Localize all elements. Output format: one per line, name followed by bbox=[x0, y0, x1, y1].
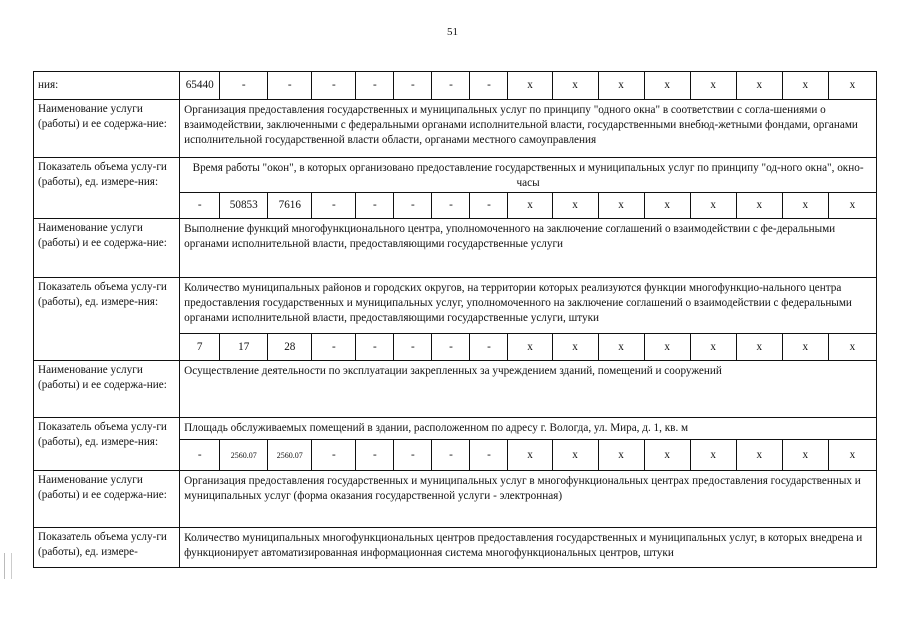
value-cell: - bbox=[470, 193, 508, 219]
row-label: Наименование услуги (работы) и ее содержа-ние: bbox=[34, 361, 180, 418]
value-cell: x bbox=[736, 334, 782, 361]
value-cell: x bbox=[828, 72, 876, 100]
value-cell: - bbox=[220, 72, 268, 100]
value-cell: - bbox=[312, 72, 356, 100]
value-cell: - bbox=[180, 440, 220, 471]
value-cell: - bbox=[432, 72, 470, 100]
value-cell: x bbox=[508, 440, 552, 471]
value-cell: - bbox=[394, 72, 432, 100]
value-cell: - bbox=[312, 440, 356, 471]
value-cell: 2560.07 bbox=[220, 440, 268, 471]
value-cell: 65440 bbox=[180, 72, 220, 100]
row-label: Наименование услуги (работы) и ее содержа-ние: bbox=[34, 219, 180, 278]
indicator-description: Площадь обслуживаемых помещений в здании, расположенном по адресу г. Вологда, ул. Мира, д. 1, кв. м bbox=[180, 418, 877, 440]
value-cell: 7 bbox=[180, 334, 220, 361]
value-cell: - bbox=[356, 334, 394, 361]
value-cell: x bbox=[736, 440, 782, 471]
value-cell: x bbox=[598, 72, 644, 100]
value-cell: - bbox=[394, 193, 432, 219]
value-cell: - bbox=[268, 72, 312, 100]
value-cell: - bbox=[356, 72, 394, 100]
value-cell: 28 bbox=[268, 334, 312, 361]
row-label: Показатель объема услу-ги (работы), ед. измере-ния: bbox=[34, 418, 180, 471]
value-cell: x bbox=[782, 193, 828, 219]
value-cell: x bbox=[644, 72, 690, 100]
value-cell: - bbox=[470, 72, 508, 100]
value-cell: x bbox=[782, 440, 828, 471]
value-cell: 17 bbox=[220, 334, 268, 361]
value-cell: x bbox=[552, 440, 598, 471]
row-label: Показатель объема услу-ги (работы), ед. измере-ния: bbox=[34, 158, 180, 219]
service-description: Организация предоставления государственных и муниципальных услуг в многофункциональных центрах предоставления государственных и муниципальных услуг (форма оказания государственной услуги - электронная) bbox=[180, 471, 877, 528]
table-row bbox=[34, 418, 877, 440]
value-cell: x bbox=[782, 334, 828, 361]
value-cell: x bbox=[690, 334, 736, 361]
service-description: Осуществление деятельности по эксплуатации закрепленных за учреждением зданий, помещений и сооружений bbox=[180, 361, 877, 418]
value-cell: 50853 bbox=[220, 193, 268, 219]
service-description: Выполнение функций многофункционального центра, уполномоченного на заключение соглашений о взаимодействии с фе-деральными органами исполнительной власти, предоставляющими государственные услуги bbox=[180, 219, 877, 278]
table-row bbox=[34, 471, 877, 528]
value-cell: x bbox=[598, 193, 644, 219]
value-cell: 2560.07 bbox=[268, 440, 312, 471]
table-row bbox=[34, 278, 877, 334]
value-cell: - bbox=[356, 440, 394, 471]
table-row bbox=[34, 361, 877, 418]
value-cell: x bbox=[508, 193, 552, 219]
value-cell: 7616 bbox=[268, 193, 312, 219]
row-label: Наименование услуги (работы) и ее содержа-ние: bbox=[34, 471, 180, 528]
value-cell: x bbox=[782, 72, 828, 100]
indicator-description: Количество муниципальных районов и городских округов, на территории которых реализуются функции многофункцио-нального центра предоставления государственных и муниципальных услуг, уполномоченного на заключение соглашений о взаимодействии с федеральными органами исполнительной власти, предоставляющими государственные услуги, штуки bbox=[180, 278, 877, 334]
value-cell: x bbox=[508, 72, 552, 100]
services-table bbox=[33, 71, 877, 568]
row-label: ния: bbox=[34, 72, 180, 100]
value-cell: x bbox=[828, 334, 876, 361]
value-cell: - bbox=[356, 193, 394, 219]
value-cell: - bbox=[312, 193, 356, 219]
value-cell: - bbox=[394, 334, 432, 361]
value-cell: x bbox=[644, 193, 690, 219]
table-row bbox=[34, 219, 877, 278]
value-cell: x bbox=[736, 72, 782, 100]
value-cell: x bbox=[828, 193, 876, 219]
value-cell: - bbox=[470, 440, 508, 471]
value-cell: x bbox=[552, 193, 598, 219]
value-cell: x bbox=[690, 193, 736, 219]
table-row bbox=[34, 528, 877, 568]
value-cell: - bbox=[432, 440, 470, 471]
value-cell: - bbox=[312, 334, 356, 361]
table-row bbox=[34, 100, 877, 158]
value-cell: x bbox=[828, 440, 876, 471]
table-row bbox=[34, 72, 877, 100]
row-label: Показатель объема услу-ги (работы), ед. измере- bbox=[34, 528, 180, 568]
value-cell: - bbox=[432, 334, 470, 361]
indicator-description: Количество муниципальных многофункциональных центров предоставления государственных и муниципальных услуг, в которых внедрена и функционирует автоматизированная информационная система многофункциональных центров, штуки bbox=[180, 528, 877, 568]
value-cell: - bbox=[432, 193, 470, 219]
value-cell: x bbox=[644, 334, 690, 361]
value-cell: - bbox=[180, 193, 220, 219]
row-label: Наименование услуги (работы) и ее содержа-ние: bbox=[34, 100, 180, 158]
value-cell: x bbox=[690, 440, 736, 471]
service-description: Организация предоставления государственных и муниципальных услуг по принципу "одного окна" в соответствии с согла-шениями о взаимодействии, заключенными с федеральными органами исполнительной власти, государственными внебюд-жетными фондами, органами исполнительной государственной власти области, органами местного самоуправления bbox=[180, 100, 877, 158]
value-cell: x bbox=[552, 72, 598, 100]
value-cell: x bbox=[598, 440, 644, 471]
value-cell: x bbox=[644, 440, 690, 471]
page-edge-mark bbox=[4, 553, 12, 579]
value-cell: x bbox=[690, 72, 736, 100]
value-cell: - bbox=[394, 440, 432, 471]
value-cell: x bbox=[736, 193, 782, 219]
indicator-description: Время работы "окон", в которых организовано предоставление государственных и муниципальных услуг по принципу "од-ного окна", окно-часы bbox=[180, 158, 877, 193]
row-label: Показатель объема услу-ги (работы), ед. измере-ния: bbox=[34, 278, 180, 361]
table-row bbox=[34, 158, 877, 193]
value-cell: x bbox=[552, 334, 598, 361]
value-cell: x bbox=[508, 334, 552, 361]
page-number: 51 bbox=[447, 26, 458, 38]
value-cell: x bbox=[598, 334, 644, 361]
value-cell: - bbox=[470, 334, 508, 361]
